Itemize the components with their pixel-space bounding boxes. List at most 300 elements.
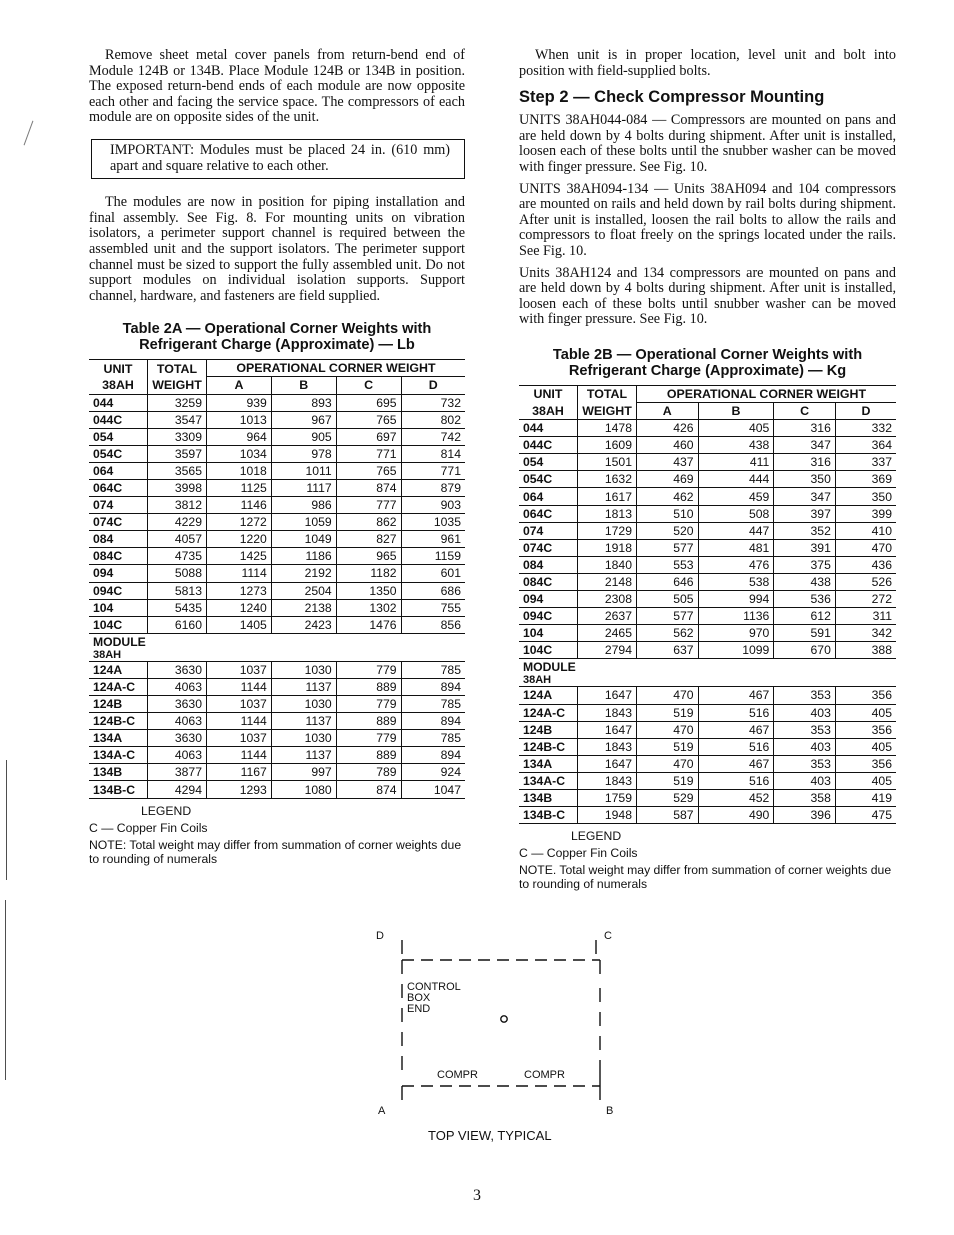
table-row	[89, 479, 465, 496]
cell-d: 814	[401, 445, 465, 462]
cell-unit: 134A-C	[519, 772, 578, 789]
cell-c: 1182	[336, 565, 401, 582]
table-2a	[89, 359, 465, 798]
table-row	[89, 713, 465, 730]
cell-b: 1117	[271, 479, 336, 496]
corner-c-label: C	[604, 930, 612, 942]
cell-a: 520	[637, 522, 699, 539]
th-d: D	[401, 377, 465, 394]
table-row	[519, 420, 896, 437]
control-box-label	[407, 982, 461, 1015]
table-row	[89, 661, 465, 678]
table-row	[89, 411, 465, 428]
cell-a: 964	[207, 428, 272, 445]
cell-a: 426	[637, 420, 699, 437]
cell-unit: 124B	[519, 721, 578, 738]
table-row	[89, 616, 465, 633]
cell-total: 3259	[148, 394, 207, 411]
cell-d: 771	[401, 462, 465, 479]
th-c: C	[774, 403, 836, 420]
cell-d: 903	[401, 497, 465, 514]
cell-b: 978	[271, 445, 336, 462]
cell-a: 587	[637, 807, 699, 824]
cell-d: 356	[835, 687, 896, 704]
cell-total: 1617	[578, 488, 637, 505]
cell-total: 3597	[148, 445, 207, 462]
cell-d: 399	[835, 505, 896, 522]
cell-d: 470	[835, 539, 896, 556]
cell-total: 1843	[578, 704, 637, 721]
top-view-figure	[360, 928, 660, 1148]
table-row	[89, 445, 465, 462]
cell-b: 438	[698, 437, 774, 454]
cell-d: 894	[401, 747, 465, 764]
cell-a: 519	[637, 738, 699, 755]
table-2a-units	[89, 394, 465, 633]
cell-d: 1159	[401, 548, 465, 565]
table-row	[89, 730, 465, 747]
th-a: A	[207, 377, 272, 394]
cell-total: 3309	[148, 428, 207, 445]
cell-total: 3877	[148, 764, 207, 781]
cell-c: 353	[774, 687, 836, 704]
th-total: TOTAL	[578, 385, 637, 402]
cell-c: 350	[774, 471, 836, 488]
cell-total: 1632	[578, 471, 637, 488]
cell-total: 3630	[148, 661, 207, 678]
cell-total: 3547	[148, 411, 207, 428]
cell-b: 1030	[271, 696, 336, 713]
table-row	[519, 807, 896, 824]
cell-d: 364	[835, 437, 896, 454]
step-2-heading: Step 2 — Check Compressor Mounting	[519, 88, 825, 107]
cell-d: 601	[401, 565, 465, 582]
cell-b: 467	[698, 721, 774, 738]
cell-d: 369	[835, 471, 896, 488]
cell-total: 1843	[578, 738, 637, 755]
cell-d: 388	[835, 642, 896, 659]
cell-total: 2465	[578, 625, 637, 642]
cell-c: 670	[774, 642, 836, 659]
corner-a-label: A	[378, 1105, 386, 1117]
table-row	[519, 573, 896, 590]
table-row	[519, 437, 896, 454]
cell-d: 732	[401, 394, 465, 411]
center-marker	[501, 1016, 507, 1022]
legend-copper: C — Copper Fin Coils	[519, 846, 638, 861]
th-unit-sub: 38AH	[519, 403, 578, 420]
cell-d: 342	[835, 625, 896, 642]
table-row	[519, 556, 896, 573]
cell-d: 419	[835, 789, 896, 806]
cell-b: 447	[698, 522, 774, 539]
diagram-caption: TOP VIEW, TYPICAL	[428, 1128, 552, 1143]
cell-b: 490	[698, 807, 774, 824]
cell-c: 316	[774, 454, 836, 471]
table-2b-units	[519, 420, 896, 659]
cell-unit: 074C	[89, 514, 148, 531]
cell-a: 470	[637, 721, 699, 738]
cell-b: 1011	[271, 462, 336, 479]
cell-unit: 104C	[519, 642, 578, 659]
control-label-line3: END	[407, 1003, 431, 1015]
cell-c: 536	[774, 591, 836, 608]
cell-a: 646	[637, 573, 699, 590]
cell-a: 460	[637, 437, 699, 454]
table-2b-title-line1: Table 2B — Operational Corner Weights with	[552, 346, 863, 363]
cell-c: 771	[336, 445, 401, 462]
cell-unit: 084	[89, 531, 148, 548]
cell-b: 1099	[698, 642, 774, 659]
cell-a: 1037	[207, 730, 272, 747]
cell-total: 1840	[578, 556, 637, 573]
cell-d: 961	[401, 531, 465, 548]
table-row	[519, 642, 896, 659]
cell-unit: 134B-C	[519, 807, 578, 824]
legend-note: NOTE. Total weight may differ from summation of corner weights due to rounding of numerals	[519, 863, 892, 892]
cell-d: 1047	[401, 781, 465, 798]
cell-a: 1125	[207, 479, 272, 496]
cell-a: 470	[637, 687, 699, 704]
cell-c: 889	[336, 713, 401, 730]
table-row	[89, 764, 465, 781]
table-2b-legend	[519, 829, 896, 891]
legend-title: LEGEND	[141, 803, 192, 818]
th-b: B	[698, 403, 774, 420]
cell-c: 827	[336, 531, 401, 548]
cell-d: 879	[401, 479, 465, 496]
cell-b: 476	[698, 556, 774, 573]
cell-c: 353	[774, 721, 836, 738]
cell-a: 562	[637, 625, 699, 642]
cell-c: 347	[774, 437, 836, 454]
cell-d: 785	[401, 661, 465, 678]
cell-unit: 124B-C	[89, 713, 148, 730]
module-heading: MODULE	[523, 660, 576, 675]
cell-unit: 134B-C	[89, 781, 148, 798]
table-row	[89, 497, 465, 514]
cell-d: 337	[835, 454, 896, 471]
cell-total: 4063	[148, 678, 207, 695]
cell-b: 1030	[271, 730, 336, 747]
cell-c: 353	[774, 755, 836, 772]
module-subheading: 38AH	[519, 674, 896, 687]
cell-b: 1049	[271, 531, 336, 548]
cell-c: 352	[774, 522, 836, 539]
cell-d: 894	[401, 713, 465, 730]
table-2a-title-line1: Table 2A — Operational Corner Weights with	[122, 321, 432, 338]
cell-d: 856	[401, 616, 465, 633]
table-row	[519, 704, 896, 721]
table-2b-modules	[519, 687, 896, 824]
table-2b-title-line2: Refrigerant Charge (Approximate) — Kg	[568, 362, 847, 379]
cell-a: 519	[637, 772, 699, 789]
cell-c: 779	[336, 696, 401, 713]
cell-c: 1476	[336, 616, 401, 633]
cell-a: 1037	[207, 661, 272, 678]
cell-c: 1302	[336, 599, 401, 616]
legend-note: NOTE: Total weight may differ from summation of corner weights due to rounding of numerals	[89, 837, 462, 866]
corner-b-label: B	[606, 1105, 614, 1117]
cell-c: 965	[336, 548, 401, 565]
cell-c: 358	[774, 789, 836, 806]
cell-unit: 054C	[89, 445, 148, 462]
table-row	[519, 471, 896, 488]
table-row	[519, 522, 896, 539]
th-d: D	[835, 403, 896, 420]
table-row	[519, 687, 896, 704]
cell-unit: 084C	[89, 548, 148, 565]
th-corner: OPERATIONAL CORNER WEIGHT	[207, 360, 466, 377]
cell-unit: 104	[89, 599, 148, 616]
cell-b: 1186	[271, 548, 336, 565]
th-b: B	[271, 377, 336, 394]
margin-mark-1	[6, 760, 7, 880]
table-row	[89, 696, 465, 713]
cell-total: 1609	[578, 437, 637, 454]
cell-c: 403	[774, 772, 836, 789]
table-row	[89, 582, 465, 599]
cell-a: 470	[637, 755, 699, 772]
cell-total: 1729	[578, 522, 637, 539]
table-2a-modules	[89, 661, 465, 798]
cell-unit: 104	[519, 625, 578, 642]
left-paragraph-2: The modules are now in position for piping installation and final assembly. See Fig. 8. For mounting units on vibration isolators, a perimeter support channel is required between the assembled unit and the support isolators. The perimeter support channel must be sized to support the fully assembled unit. Do not support modules on individual isolation supports. Support channel, hardware, and fasteners are field supplied.	[89, 194, 465, 304]
cell-b: 452	[698, 789, 774, 806]
cell-total: 1647	[578, 721, 637, 738]
cell-c: 1350	[336, 582, 401, 599]
cell-total: 5088	[148, 565, 207, 582]
cell-c: 765	[336, 411, 401, 428]
cell-total: 1918	[578, 539, 637, 556]
cell-c: 591	[774, 625, 836, 642]
cell-a: 462	[637, 488, 699, 505]
cell-a: 510	[637, 505, 699, 522]
cell-a: 529	[637, 789, 699, 806]
cell-a: 1425	[207, 548, 272, 565]
cell-unit: 064C	[519, 505, 578, 522]
cell-unit: 074	[519, 522, 578, 539]
cell-total: 1843	[578, 772, 637, 789]
cell-c: 777	[336, 497, 401, 514]
cell-a: 1114	[207, 565, 272, 582]
cell-c: 612	[774, 608, 836, 625]
table-row	[89, 599, 465, 616]
cell-unit: 064	[89, 462, 148, 479]
cell-total: 4063	[148, 747, 207, 764]
cell-total: 3998	[148, 479, 207, 496]
cell-b: 538	[698, 573, 774, 590]
table-row	[519, 488, 896, 505]
table-row	[519, 454, 896, 471]
cell-a: 1272	[207, 514, 272, 531]
cell-d: 272	[835, 591, 896, 608]
left-paragraph-1: Remove sheet metal cover panels from return-bend end of Module 124B or 134B. Place Module 124B or 134B in position. The exposed return-bend ends of each module are now opposite each other and facing the service space. The compressors of each module are on opposite sides of the unit.	[89, 47, 465, 126]
th-c: C	[336, 377, 401, 394]
cell-a: 577	[637, 539, 699, 556]
cell-c: 779	[336, 661, 401, 678]
cell-a: 505	[637, 591, 699, 608]
cell-a: 1240	[207, 599, 272, 616]
cell-d: 802	[401, 411, 465, 428]
important-notice: IMPORTANT: Modules must be placed 24 in. (610 mm) apart and square relative to each other.	[91, 139, 465, 179]
cell-unit: 104C	[89, 616, 148, 633]
cell-b: 970	[698, 625, 774, 642]
table-row	[519, 755, 896, 772]
cell-c: 889	[336, 678, 401, 695]
cell-total: 2794	[578, 642, 637, 659]
cell-unit: 064C	[89, 479, 148, 496]
cell-unit: 044	[89, 394, 148, 411]
cell-unit: 134A-C	[89, 747, 148, 764]
table-row	[89, 781, 465, 798]
table-row	[89, 565, 465, 582]
cell-a: 469	[637, 471, 699, 488]
cell-b: 459	[698, 488, 774, 505]
table-row	[519, 608, 896, 625]
cell-c: 397	[774, 505, 836, 522]
cell-d: 405	[835, 704, 896, 721]
cell-b: 516	[698, 738, 774, 755]
cell-a: 1293	[207, 781, 272, 798]
cell-total: 3630	[148, 696, 207, 713]
cell-a: 1037	[207, 696, 272, 713]
cell-b: 411	[698, 454, 774, 471]
th-unit-sub: 38AH	[89, 377, 148, 394]
cell-d: 311	[835, 608, 896, 625]
left-column	[89, 48, 465, 866]
top-view-diagram	[360, 928, 660, 1148]
cell-b: 997	[271, 764, 336, 781]
cell-unit: 124A-C	[89, 678, 148, 695]
table-2b	[519, 385, 896, 824]
cell-a: 1144	[207, 747, 272, 764]
cell-total: 2308	[578, 591, 637, 608]
table-row	[519, 591, 896, 608]
cell-total: 1813	[578, 505, 637, 522]
cell-total: 1948	[578, 807, 637, 824]
right-paragraph-4: Units 38AH124 and 134 compressors are mounted on pans and are held down by 4 bolts during shipment. After unit is installed, loosen each of these bolts until snubber washer can be moved with finger pressure. See Fig. 10.	[519, 264, 896, 328]
cell-b: 1137	[271, 713, 336, 730]
cell-d: 924	[401, 764, 465, 781]
compressor-right-label: COMPR	[524, 1069, 565, 1081]
cell-unit: 054	[89, 428, 148, 445]
cell-unit: 054	[519, 454, 578, 471]
cell-d: 475	[835, 807, 896, 824]
cell-unit: 044C	[519, 437, 578, 454]
cell-unit: 074	[89, 497, 148, 514]
cell-a: 1273	[207, 582, 272, 599]
table-row	[89, 531, 465, 548]
cell-unit: 094C	[519, 608, 578, 625]
cell-total: 3630	[148, 730, 207, 747]
cell-total: 1478	[578, 420, 637, 437]
cell-d: 405	[835, 738, 896, 755]
module-subheading: 38AH	[89, 649, 465, 662]
cell-c: 889	[336, 747, 401, 764]
cell-d: 742	[401, 428, 465, 445]
cell-b: 994	[698, 591, 774, 608]
corner-d-label: D	[376, 930, 384, 942]
table-row	[519, 772, 896, 789]
cell-total: 4294	[148, 781, 207, 798]
cell-c: 347	[774, 488, 836, 505]
cell-c: 695	[336, 394, 401, 411]
cell-unit: 094	[519, 591, 578, 608]
cell-c: 375	[774, 556, 836, 573]
th-unit: UNIT	[519, 385, 578, 402]
cell-c: 765	[336, 462, 401, 479]
margin-mark-2	[5, 900, 6, 1080]
cell-b: 1030	[271, 661, 336, 678]
right-paragraph-1: When unit is in proper location, level unit and bolt into position with field-supplied bolts.	[519, 47, 896, 79]
cell-a: 1144	[207, 678, 272, 695]
table-2a-title-line2: Refrigerant Charge (Approximate) — Lb	[139, 337, 415, 354]
cell-total: 4057	[148, 531, 207, 548]
cell-total: 4229	[148, 514, 207, 531]
cell-b: 2423	[271, 616, 336, 633]
cell-d: 526	[835, 573, 896, 590]
cell-b: 1059	[271, 514, 336, 531]
cell-a: 553	[637, 556, 699, 573]
page-number: 3	[473, 1187, 481, 1204]
cell-b: 481	[698, 539, 774, 556]
cell-a: 1013	[207, 411, 272, 428]
cell-d: 405	[835, 772, 896, 789]
cell-total: 6160	[148, 616, 207, 633]
cell-unit: 044C	[89, 411, 148, 428]
cell-unit: 134B	[519, 789, 578, 806]
table-row	[519, 789, 896, 806]
cell-a: 437	[637, 454, 699, 471]
table-row	[89, 747, 465, 764]
cell-b: 467	[698, 755, 774, 772]
cell-b: 2504	[271, 582, 336, 599]
table-row	[519, 539, 896, 556]
module-heading: MODULE	[93, 634, 146, 649]
table-row	[519, 625, 896, 642]
right-paragraph-2: UNITS 38AH044-084 — Compressors are mounted on pans and are held down by 4 bolts during shipment. After unit is installed, loosen each of these bolts until the snubber washer can be moved with finger pressure. See Fig. 10.	[519, 112, 896, 175]
cell-b: 893	[271, 394, 336, 411]
cell-a: 1034	[207, 445, 272, 462]
cell-c: 403	[774, 738, 836, 755]
cell-unit: 094	[89, 565, 148, 582]
cell-c: 316	[774, 420, 836, 437]
cell-a: 637	[637, 642, 699, 659]
cell-c: 438	[774, 573, 836, 590]
cell-b: 1137	[271, 678, 336, 695]
cell-d: 785	[401, 696, 465, 713]
cell-c: 874	[336, 781, 401, 798]
cell-unit: 084C	[519, 573, 578, 590]
th-unit: UNIT	[89, 360, 148, 377]
th-total-sub: WEIGHT	[148, 377, 207, 394]
cell-c: 391	[774, 539, 836, 556]
cell-b: 1136	[698, 608, 774, 625]
table-row	[89, 462, 465, 479]
table-row	[519, 721, 896, 738]
cell-unit: 064	[519, 488, 578, 505]
cell-b: 516	[698, 704, 774, 721]
cell-a: 519	[637, 704, 699, 721]
cell-c: 396	[774, 807, 836, 824]
cell-b: 444	[698, 471, 774, 488]
cell-total: 2637	[578, 608, 637, 625]
cell-b: 508	[698, 505, 774, 522]
cell-b: 905	[271, 428, 336, 445]
control-label-line2: BOX	[407, 992, 431, 1004]
cell-total: 1647	[578, 755, 637, 772]
